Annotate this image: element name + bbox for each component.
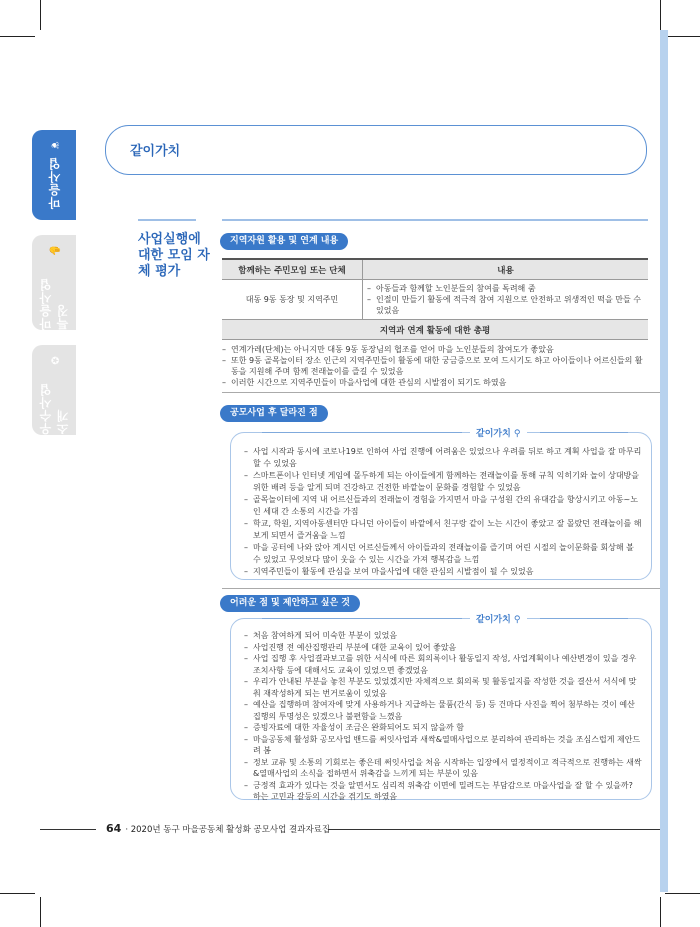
page-footer xyxy=(106,822,330,835)
medal-icon: ✪ xyxy=(48,356,60,365)
resources-table xyxy=(222,258,648,340)
list-item: – 사업 집행 후 사업결과보고를 위한 서식에 따른 회의록이나 활동일지 작성, 사업계획이나 예산변경이 있을 경우 조치사항 등에 대해서도 교육이 있었으면 좋겠었음 xyxy=(244,653,642,676)
difficulties-pill: 어려운 점 및 제안하고 싶은 것 xyxy=(220,595,360,612)
box-label-text: 같이가치 xyxy=(476,429,511,439)
table-header-row xyxy=(222,259,648,280)
page-number: 64 xyxy=(106,822,122,835)
side-tab-village-project[interactable] xyxy=(32,130,76,220)
list-item: – 사업진행 전 예산집행관리 부분에 대한 교육이 있어 좋았음 xyxy=(244,642,642,654)
list-item: – 인절미 만들기 활동에 적극적 참여 지원으로 안전하고 위생적인 떡을 만들 수 있었음 xyxy=(367,294,644,316)
side-tab-features[interactable] xyxy=(32,235,76,330)
list-item: – 또한 9동 골목놀이터 장소 인근의 지역주민들이 활동에 대한 궁금증으로 모여 드시기도 하고 아이들이나 어르신들의 활동을 지원해 주며 함께 전래놀이를 즐길 수 있었음 xyxy=(222,355,650,377)
page-edge-bar xyxy=(660,30,668,892)
crop-mark xyxy=(0,893,35,894)
list-item: – 정보 교류 및 소통의 기회로는 좋은데 써잇사업을 처음 시작하는 입장에서 열정적이고 적극적으로 진행하는 새싹&열매사업의 소식을 접하면서 위축감을 느끼게 되는 부분이 있음 xyxy=(244,757,642,780)
list-item: – 사업 시작과 동시에 코로나19로 인하여 사업 진행에 어려움은 있었으나 우려를 뒤로 하고 계획 사업을 잘 마무리할 수 있었음 xyxy=(244,446,642,470)
crop-mark xyxy=(40,0,41,30)
changes-box-label xyxy=(470,426,527,439)
hands-icon: ✋ xyxy=(48,244,60,257)
list-item: – 지역주민들이 활동에 관심을 보여 마을사업에 대한 관심의 시발점이 될 수 있었음 xyxy=(244,566,642,578)
org-cell: 대동 9동 동장 및 지역주민 xyxy=(222,280,363,320)
difficulties-list xyxy=(244,630,642,803)
footer-rule xyxy=(328,829,660,830)
list-item: – 학교, 학원, 지역아동센터만 다니던 아이들이 바깥에서 친구랑 같이 노는 시간이 좋았고 잘 몰랐던 전래놀이를 해보게 되면서 즐거움을 느낌 xyxy=(244,518,642,542)
box-label-text: 같이가치 xyxy=(476,615,511,625)
box-label-line xyxy=(540,432,628,433)
box-label-line xyxy=(540,618,628,619)
divider xyxy=(222,588,660,589)
list-item: – 마을 공터에 나와 앉아 계시던 어르신들께서 아이들과의 전래놀이를 즐기며 어린 시절의 놀이문화를 회상해 볼 수 있었고 무엇보다 많이 웃을 수 있는 시간을 가져 행복감을 느낌 xyxy=(244,542,642,566)
table-row xyxy=(222,280,648,320)
heading-rule xyxy=(222,219,648,221)
list-item: – 예산을 집행하며 참여자에 맞게 사용하거나 지급하는 물품(간식 등) 등 건마다 사진을 찍어 첨부하는 것이 예산집행의 투명성은 있겠으나 불편함을 느꼈음 xyxy=(244,699,642,722)
difficulties-box-label xyxy=(470,612,527,625)
resources-pill: 지역자원 활용 및 연계 내용 xyxy=(220,233,348,250)
footer-rule xyxy=(40,829,96,830)
divider xyxy=(222,392,660,393)
leaf-icon: ❦ xyxy=(48,141,60,150)
table-header-org: 함께하는 주민모임 또는 단체 xyxy=(222,259,363,280)
list-item: – 우리가 안내된 부분을 놓친 부분도 있었겠지만 자체적으로 회의록 및 활동일지를 작성한 것을 결산서 서식에 맞춰 재작성하게 되는 번거로움이 있었음 xyxy=(244,676,642,699)
changes-pill: 공모사업 후 달라진 점 xyxy=(220,405,328,422)
box-label-line xyxy=(262,618,462,619)
search-icon: ⚲ xyxy=(513,615,521,625)
impact-header-row xyxy=(222,320,648,340)
crop-mark xyxy=(665,36,700,37)
list-item: – 스마트폰이나 인터넷 게임에 몰두하게 되는 아이들에게 함께하는 전래놀이를 통해 규칙 익히기와 놀이 상대방을 위한 배려 등을 알게 되며 건강하고 건전한 바깥놀이 문화를 경험할 수 있었음 xyxy=(244,470,642,494)
crop-mark xyxy=(40,897,41,927)
list-item: – 연계가레(단체)는 아니지만 대동 9동 동장님의 협조를 얻어 마을 노인분들의 참여도가 좋았음 xyxy=(222,344,650,355)
list-item: – 이러한 시간으로 지역주민들이 마을사업에 대한 관심의 시발점이 되기도 하였음 xyxy=(222,377,650,388)
side-tab-label: 마을사업 xyxy=(47,157,62,209)
footer-title: · 2020년 동구 마을공동체 활성화 공모사업 결과자료집 xyxy=(125,825,331,835)
changes-list xyxy=(244,446,642,578)
list-item: – 처음 참여하게 되어 미숙한 부분이 있었음 xyxy=(244,630,642,642)
impact-list xyxy=(222,344,650,388)
list-item: – 증빙자료에 대한 자율성이 조금은 완화되어도 되지 않을까 함 xyxy=(244,722,642,734)
list-item: – 아동들과 함께할 노인분들의 참여를 독려해 줌 xyxy=(367,283,644,294)
list-item: – 긍정적 효과가 있다는 것을 알면서도 심리적 위축감 이면에 밀려드는 부담감으로 마을사업을 잘 할 수 있을까? 하는 고민과 갈등의 시간을 겪기도 하였음 xyxy=(244,780,642,803)
side-tab-label: 우수사업 소개 xyxy=(39,383,70,435)
self-evaluation-heading: 사업실행에 대한 모임 자체 평가 xyxy=(138,232,210,279)
side-tab-best-projects[interactable] xyxy=(32,345,76,435)
crop-mark xyxy=(0,36,35,37)
side-tab-label: 마을사업 특징 xyxy=(39,278,70,330)
search-icon: ⚲ xyxy=(513,429,521,439)
page-title: 같이가치 xyxy=(130,144,181,159)
crop-mark xyxy=(660,897,661,927)
section-title-box xyxy=(105,125,647,175)
list-item: – 마을공동체 활성화 공모사업 밴드를 써잇사업과 새싹&열매사업으로 분리하여 관리하는 것을 조심스럽게 제안드려 봄 xyxy=(244,734,642,757)
crop-mark xyxy=(660,0,661,30)
table-header-content: 내용 xyxy=(363,259,649,280)
content-cell xyxy=(363,280,649,320)
impact-header: 지역과 연계 활동에 대한 총평 xyxy=(222,320,648,340)
box-label-line xyxy=(262,432,462,433)
heading-rule xyxy=(138,219,196,221)
list-item: – 골목놀이터에 지역 내 어르신들과의 전래놀이 경험을 가지면서 마을 구성원 간의 유대감을 향상시키고 아동~노인 세대 간 소통의 시간을 가짐 xyxy=(244,494,642,518)
crop-mark xyxy=(665,893,700,894)
